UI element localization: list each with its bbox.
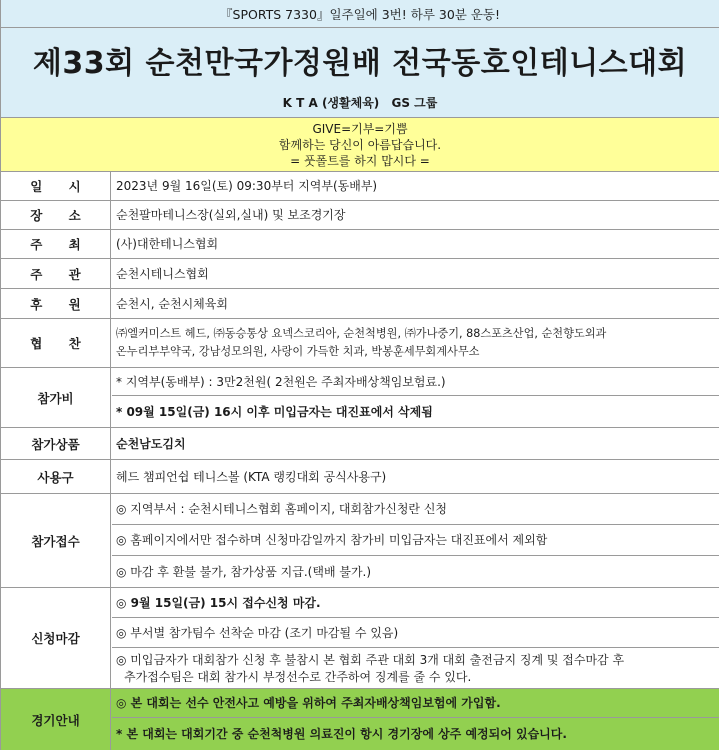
- motto-line: 함께하는 당신이 아름답습니다.: [278, 138, 442, 152]
- deadline-line: [112, 588, 719, 618]
- subtitle-org: K T A (생활체육): [282, 96, 380, 110]
- table-row-support: [1, 319, 719, 368]
- row-label: 주 최: [1, 230, 111, 258]
- row-value: ㈜엘커미스트 헤드, ㈜동승통상 요넥스코리아, 순천척병원, ㈜가나중기, 88스포츠산업, 순천향도외과: [116, 327, 607, 340]
- fee-line: [112, 396, 719, 428]
- row-label: 후 원: [1, 289, 111, 318]
- row-value: 순천시, 순천시체육회: [116, 297, 228, 311]
- row-value: (사)대한테니스협회: [116, 237, 219, 251]
- row-value: 온누리부부약국, 강남성모의원, 사랑이 가득한 치과, 박봉훈세무회계사무소: [116, 345, 480, 358]
- row-value: 순천시테니스협회: [116, 267, 209, 281]
- title-section: [1, 28, 719, 118]
- deadline-line: [112, 618, 719, 648]
- page-title: 제33회 순천만국가정원배 전국동호인테니스대회: [32, 46, 688, 81]
- row-label: 신청마감: [1, 588, 111, 688]
- entry-line: [112, 494, 719, 525]
- row-label: 참가상품: [1, 428, 111, 459]
- row-label: 사용구: [1, 460, 111, 493]
- row-value: 순천팔마테니스장(실외,실내) 및 보조경기장: [116, 208, 346, 222]
- row-value: 순천남도김치: [116, 437, 186, 451]
- notice-line: [112, 689, 719, 718]
- row-label: 참가접수: [1, 494, 111, 587]
- table-row-prize: [1, 428, 719, 460]
- table-row-venue: [1, 201, 719, 230]
- table-row-entry: [1, 494, 719, 588]
- motto-line: = 풋폴트를 하지 맙시다 =: [290, 154, 430, 168]
- table-row-fee: [1, 368, 719, 428]
- motto-section: [1, 118, 719, 172]
- row-value: 헤드 챔피언쉽 테니스볼 (KTA 랭킹대회 공식사용구): [116, 470, 387, 484]
- table-row-ball: [1, 460, 719, 494]
- row-label: 참가비: [1, 368, 111, 427]
- table-row-sponsor: [1, 289, 719, 319]
- row-value: * 09월 15일(금) 16시 이후 미입금자는 대진표에서 삭제됨: [116, 405, 433, 419]
- subtitle-group: GS 그룹: [391, 96, 438, 110]
- entry-line: [112, 556, 719, 588]
- row-label: 협 찬: [1, 319, 111, 367]
- row-label: 주 관: [1, 259, 111, 288]
- row-value: 추가접수팀은 대회 참가시 부정선수로 간주하여 징계를 줄 수 있다.: [124, 670, 472, 684]
- subtitle: [1, 94, 719, 111]
- table-row-host: [1, 230, 719, 259]
- row-value: ◎ 마감 후 환불 불가, 참가상품 지급.(택배 불가.): [116, 565, 372, 579]
- row-value: ◎ 9월 15일(금) 15시 접수신청 마감.: [116, 596, 321, 610]
- row-value: 2023년 9월 16일(토) 09:30부터 지역부(동배부): [116, 179, 378, 193]
- notice-line: [112, 718, 719, 750]
- row-value: * 지역부(동배부) : 3만2천원( 2천원은 주최자배상책임보험료.): [116, 375, 446, 389]
- row-value: ◎ 지역부서 : 순천시테니스협회 홈페이지, 대회참가신청란 신청: [116, 502, 448, 516]
- deadline-line: [112, 648, 719, 689]
- row-value: * 본 대회는 대회기간 중 순천척병원 의료진이 항시 경기장에 상주 예정되어 있습니다.: [116, 727, 567, 741]
- row-label: 일 시: [1, 172, 111, 200]
- row-label: 장 소: [1, 201, 111, 229]
- entry-line: [112, 525, 719, 556]
- table-row-notice: [1, 689, 719, 750]
- row-value: ◎ 홈페이지에서만 접수하며 신청마감일까지 참가비 미입금자는 대진표에서 제외함: [116, 533, 548, 547]
- row-label: 경기안내: [1, 689, 111, 750]
- table-row-date: [1, 172, 719, 201]
- table-row-deadline: [1, 588, 719, 689]
- row-value: ◎ 미입금자가 대회참가 신청 후 불참시 본 협회 주관 대회 3개 대회 출전금지 징계 및 접수마감 후: [116, 653, 625, 667]
- table-row-organizer: [1, 259, 719, 289]
- row-value: ◎ 부서별 참가팀수 선착순 마감 (조기 마감될 수 있음): [116, 626, 399, 640]
- slogan-banner: [1, 0, 719, 28]
- slogan-text: 『SPORTS 7330』일주일에 3번! 하루 30분 운동!: [220, 6, 500, 22]
- fee-line: [112, 368, 719, 396]
- motto-line: GIVE=기부=기쁨: [312, 122, 408, 136]
- row-value: ◎ 본 대회는 선수 안전사고 예방을 위하여 주최자배상책임보험에 가입함.: [116, 696, 501, 710]
